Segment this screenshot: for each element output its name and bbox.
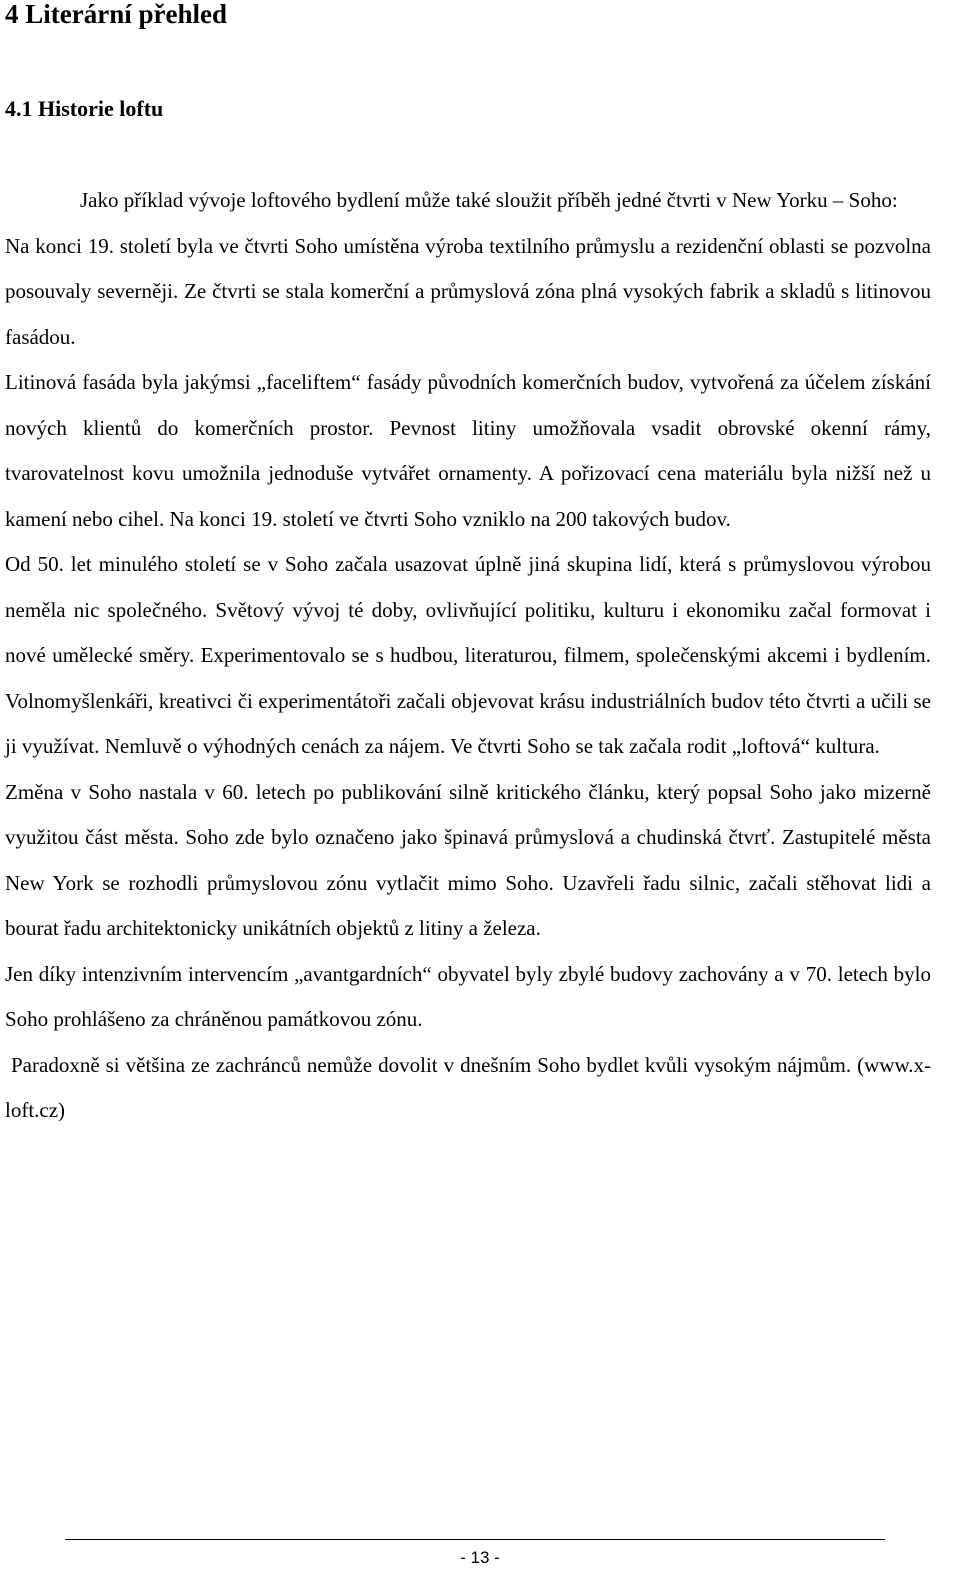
footer-divider (65, 1539, 885, 1540)
paragraph-paradox: Paradoxně si většina ze zachránců nemůže dovolit v dnešním Soho bydlet kvůli vysokým nájmům. (www.x-loft.cz) (5, 1052, 931, 1122)
paragraph-19th-century: Na konci 19. století byla ve čtvrti Soho umístěna výroba textilního průmyslu a rezidenční oblasti se pozvolna posouvaly severněji. Ze čtvrti se stala komerční a průmyslová zóna plná vysokých fabrik a skladů s litinovou fasádou. (5, 233, 931, 349)
paragraph-sixties: Změna v Soho nastala v 60. letech po publikování silně kritického článku, který popsal Soho jako mizerně využitou část města. Soho zde bylo označeno jako špinavá průmyslová a chudinská čtvrť. Zastupitelé města New York se rozhodli průmyslovou zónu vytlačit mimo Soho. Uzavřeli řadu silnic, začali stěhovat lidi a bourat řadu architektonicky unikátních objektů z litiny a železa. (5, 779, 931, 940)
section-heading: 4.1 Historie loftu (5, 96, 164, 121)
paragraph-cast-iron-facade: Litinová fasáda byla jakýmsi „faceliftem“ fasády původních komerčních budov, vytvořená za účelem získání nových klientů do komerčních prostor. Pevnost litiny umožňovala vsadit obrovské okenní rámy, tvarovatelnost kovu umožnila jednoduše vytvářet ornamenty. A pořizovací cena materiálu byla nižší než u kamení nebo cihel. Na konci 19. století ve čtvrti Soho vzniklo na 200 takových budov. (5, 370, 931, 531)
paragraph-intro: Jako příklad vývoje loftového bydlení může také sloužit příběh jedné čtvrti v New Yorku – Soho: (80, 188, 898, 212)
page-number: - 13 - (460, 1548, 500, 1567)
paragraph-seventies: Jen díky intenzivním intervencím „avantgardních“ obyvatel byly zbylé budovy zachovány a v 70. letech bylo Soho prohlášeno za chráněnou památkovou zónu. (5, 961, 931, 1031)
chapter-heading: 4 Literární přehled (5, 0, 227, 29)
body-text (5, 178, 931, 1134)
paragraph-fifties: Od 50. let minulého století se v Soho začala usazovat úplně jiná skupina lidí, která s průmyslovou výrobou neměla nic společného. Světový vývoj té doby, ovlivňující politiku, kulturu i ekonomiku začal formovat i nové umělecké směry. Experimentovalo se s hudbou, literaturou, filmem, společenskými akcemi i bydlením. Volnomyšlenkáři, kreativci či experimentátoři začali objevovat krásu industriálních budov této čtvrti a učili se ji využívat. Nemluvě o výhodných cenách za nájem. Ve čtvrti Soho se tak začala rodit „loftová“ kultura. (5, 552, 931, 758)
